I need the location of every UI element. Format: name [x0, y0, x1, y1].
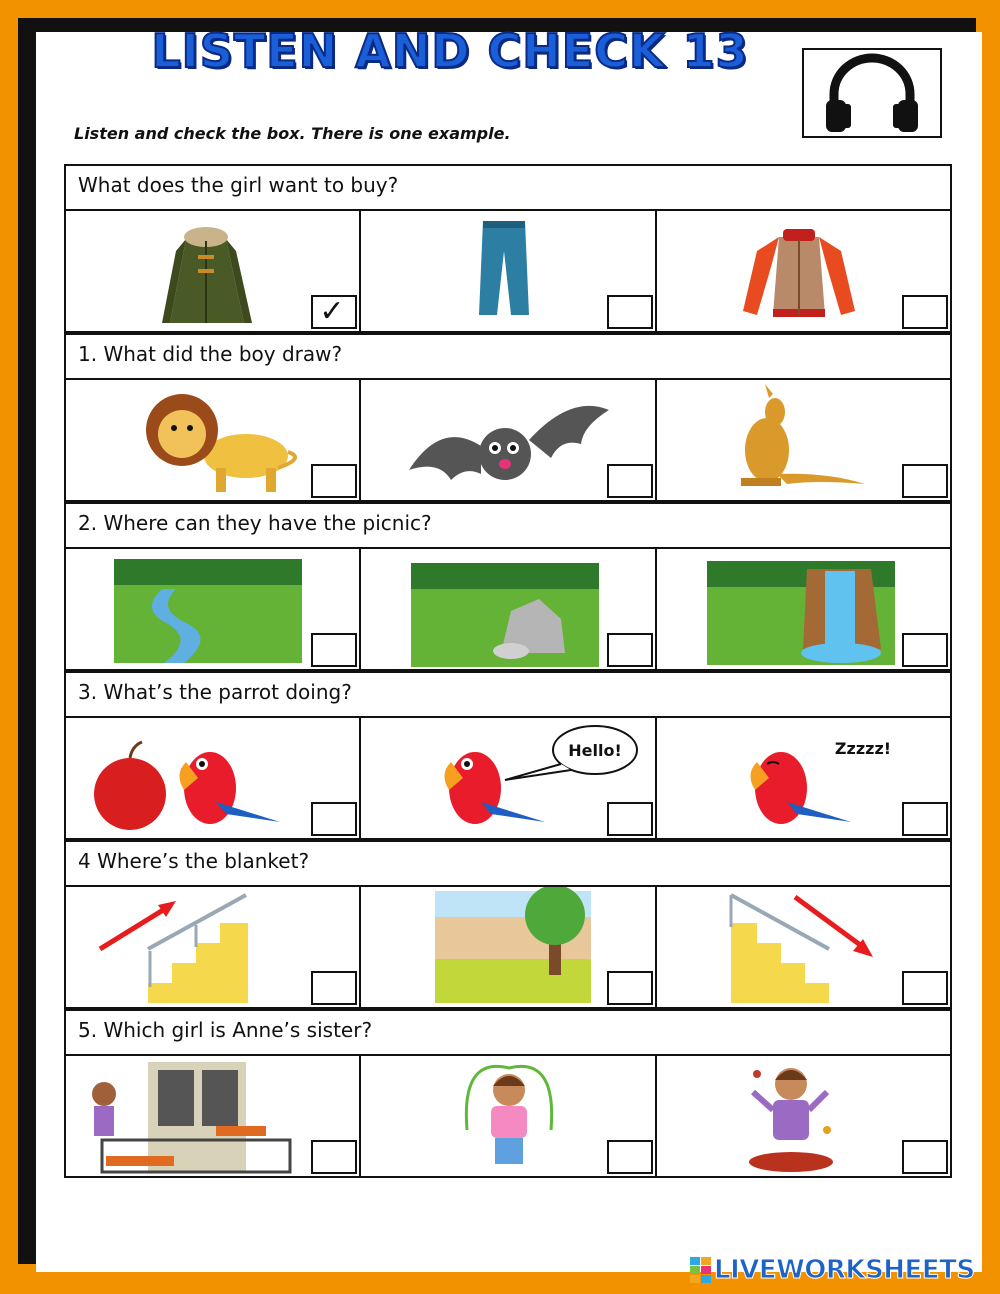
checkbox[interactable] [311, 633, 357, 667]
option-garden [361, 887, 656, 1007]
checkbox[interactable] [902, 295, 948, 329]
answer-row-1 [64, 380, 952, 502]
option-girl-with-leaves [657, 1056, 950, 1176]
page-title: LISTEN AND CHECK 13 [151, 24, 749, 78]
checkbox[interactable] [311, 971, 357, 1005]
question-example [64, 164, 952, 211]
checkbox[interactable] [311, 802, 357, 836]
question-text: 1. What did the boy draw? [78, 342, 343, 366]
checkbox[interactable] [902, 971, 948, 1005]
checkbox[interactable] [607, 971, 653, 1005]
hello-bubble-text: Hello! [568, 741, 623, 760]
question-text: 4 Where’s the blanket? [78, 849, 310, 873]
option-girl-at-door [66, 1056, 361, 1176]
checkbox[interactable] [902, 464, 948, 498]
option-upstairs [66, 887, 361, 1007]
checkbox[interactable] [311, 1140, 357, 1174]
checkbox[interactable] [607, 802, 653, 836]
option-coat [66, 211, 361, 331]
checkbox[interactable] [607, 295, 653, 329]
option-jacket [657, 211, 950, 331]
checkmark-icon: ✓ [319, 294, 345, 329]
option-bat [361, 380, 656, 500]
checkbox[interactable] [607, 1140, 653, 1174]
headphones-icon [804, 50, 940, 136]
checkbox[interactable] [607, 464, 653, 498]
headphones-box [802, 48, 942, 138]
question-text: 5. Which girl is Anne’s sister? [78, 1018, 373, 1042]
option-river [66, 549, 361, 669]
option-rock [361, 549, 656, 669]
question-4 [64, 840, 952, 887]
option-kangaroo [657, 380, 950, 500]
checkbox[interactable] [902, 802, 948, 836]
checkbox[interactable] [311, 295, 357, 329]
question-text: 2. Where can they have the picnic? [78, 511, 432, 535]
question-1 [64, 333, 952, 380]
option-parrot-sleeping [657, 718, 950, 838]
question-text: 3. What’s the parrot doing? [78, 680, 352, 704]
option-downstairs [657, 887, 950, 1007]
liveworksheets-logo-icon [690, 1257, 712, 1285]
option-waterfall [657, 549, 950, 669]
answer-row-4 [64, 887, 952, 1009]
question-3 [64, 671, 952, 718]
footer-brand [690, 1255, 990, 1287]
checkbox[interactable] [607, 633, 653, 667]
instructions: Listen and check the box. There is one example. [74, 124, 511, 143]
checkbox[interactable] [311, 464, 357, 498]
option-parrot-talking [361, 718, 656, 838]
answer-row-3 [64, 718, 952, 840]
checkbox[interactable] [902, 1140, 948, 1174]
checkbox[interactable] [902, 633, 948, 667]
answer-row-example [64, 211, 952, 333]
question-5 [64, 1009, 952, 1056]
option-parrot-eating [66, 718, 361, 838]
question-2 [64, 502, 952, 549]
snore-text: Zzzzz! [834, 739, 891, 758]
question-text: What does the girl want to buy? [78, 173, 399, 197]
option-jeans [361, 211, 656, 331]
option-lion [66, 380, 361, 500]
answer-row-2 [64, 549, 952, 671]
answer-row-5 [64, 1056, 952, 1178]
option-girl-skipping [361, 1056, 656, 1176]
footer-brand-text: LIVEWORKSHEETS [714, 1255, 975, 1285]
